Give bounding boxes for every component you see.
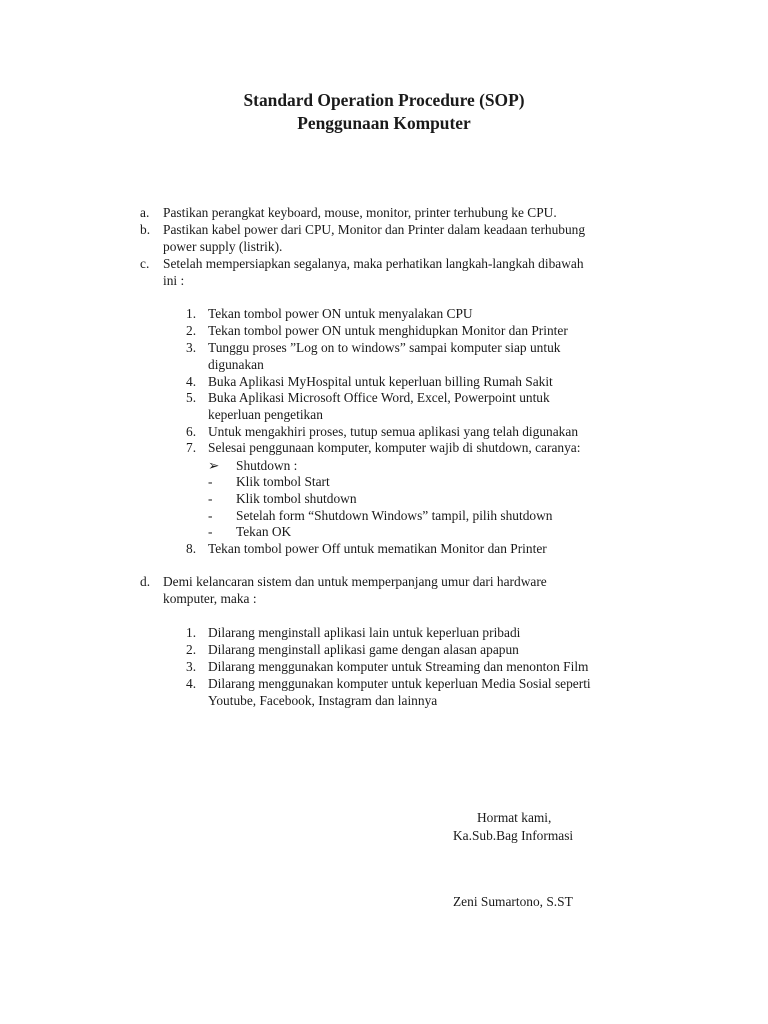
step-item — [186, 390, 648, 424]
section-d — [140, 574, 663, 608]
prohibition-number: 2. — [186, 642, 197, 657]
prohibition-number: 4. — [186, 676, 197, 691]
step-item — [186, 541, 648, 558]
title-line-2: Penggunaan Komputer — [297, 113, 471, 133]
signature-name: Zeni Sumartono, S.ST — [453, 894, 573, 909]
step-item — [186, 323, 648, 340]
prohibition-text: Dilarang menginstall aplikasi game dengan alasan apapun — [208, 642, 519, 657]
section-b — [140, 222, 663, 256]
step-text: Buka Aplikasi MyHospital untuk keperluan billing Rumah Sakit — [208, 374, 553, 389]
step-item — [186, 424, 648, 441]
shutdown-step-text: Klik tombol Start — [236, 474, 330, 489]
shutdown-step — [208, 508, 656, 525]
step-item — [186, 374, 648, 391]
step-text: Tunggu proses ”Log on to windows” sampai komputer siap untuk — [208, 340, 561, 355]
section-text: Demi kelancaran sistem dan untuk memperpanjang umur dari hardware — [163, 574, 547, 589]
section-marker: c. — [140, 256, 150, 271]
arrow-bullet-icon: ➢ — [208, 458, 220, 473]
section-marker: b. — [140, 222, 151, 237]
section-text: Pastikan kabel power dari CPU, Monitor dan Printer dalam keadaan terhubung — [163, 222, 586, 237]
section-c — [140, 256, 663, 290]
prohibition-text: Dilarang menggunakan komputer untuk Streaming dan menonton Film — [208, 659, 589, 674]
prohibition-text: Dilarang menggunakan komputer untuk keperluan Media Sosial seperti — [208, 676, 591, 691]
title-line-1: Standard Operation Procedure (SOP) — [243, 90, 525, 110]
dash-bullet: - — [208, 508, 213, 523]
prohibition-item — [186, 625, 648, 642]
step-text: Tekan tombol power Off untuk mematikan Monitor dan Printer — [208, 541, 547, 556]
shutdown-step-text: Tekan OK — [236, 524, 292, 539]
step-item — [186, 440, 648, 457]
step-number: 1. — [186, 306, 197, 321]
step-number: 7. — [186, 440, 197, 455]
prohibition-item — [186, 659, 648, 676]
step-text: digunakan — [208, 356, 264, 372]
shutdown-step-text: Setelah form “Shutdown Windows” tampil, pilih shutdown — [236, 508, 553, 523]
step-text: Tekan tombol power ON untuk menyalakan CPU — [208, 306, 473, 321]
step-item — [186, 340, 648, 374]
prohibition-text: Youtube, Facebook, Instagram dan lainnya — [208, 692, 438, 708]
step-number: 2. — [186, 323, 197, 338]
section-marker: d. — [140, 574, 151, 589]
prohibition-text: Dilarang menginstall aplikasi lain untuk keperluan pribadi — [208, 625, 521, 640]
shutdown-step — [208, 524, 656, 541]
section-marker: a. — [140, 205, 150, 220]
step-item — [186, 306, 648, 323]
signature-position: Ka.Sub.Bag Informasi — [453, 828, 574, 843]
step-text: Selesai penggunaan komputer, komputer wajib di shutdown, caranya: — [208, 440, 581, 455]
step-text: Tekan tombol power ON untuk menghidupkan Monitor dan Printer — [208, 323, 568, 338]
section-text: Pastikan perangkat keyboard, mouse, monitor, printer terhubung ke CPU. — [163, 205, 557, 220]
shutdown-step — [208, 491, 656, 508]
signature-greeting: Hormat kami, — [477, 810, 552, 825]
step-number: 4. — [186, 374, 197, 389]
step-number: 8. — [186, 541, 197, 556]
step-number: 3. — [186, 340, 197, 355]
prohibition-item — [186, 642, 648, 659]
prohibition-number: 3. — [186, 659, 197, 674]
dash-bullet: - — [208, 524, 213, 539]
section-text: komputer, maka : — [163, 590, 257, 606]
prohibition-item — [186, 676, 648, 710]
section-text: Setelah mempersiapkan segalanya, maka perhatikan langkah-langkah dibawah — [163, 256, 584, 271]
step-number: 5. — [186, 390, 197, 405]
dash-bullet: - — [208, 474, 213, 489]
step-text: Buka Aplikasi Microsoft Office Word, Excel, Powerpoint untuk — [208, 390, 550, 405]
shutdown-step — [208, 458, 656, 475]
step-text: keperluan pengetikan — [208, 406, 323, 422]
shutdown-step — [208, 474, 656, 491]
section-a — [140, 205, 663, 222]
document-title — [0, 89, 768, 135]
shutdown-step-text: Shutdown : — [236, 458, 298, 473]
prohibition-number: 1. — [186, 625, 197, 640]
section-text: ini : — [163, 272, 185, 288]
step-text: Untuk mengakhiri proses, tutup semua aplikasi yang telah digunakan — [208, 424, 579, 439]
section-text: power supply (listrik). — [163, 238, 283, 254]
dash-bullet: - — [208, 491, 213, 506]
step-number: 6. — [186, 424, 197, 439]
shutdown-step-text: Klik tombol shutdown — [236, 491, 357, 506]
